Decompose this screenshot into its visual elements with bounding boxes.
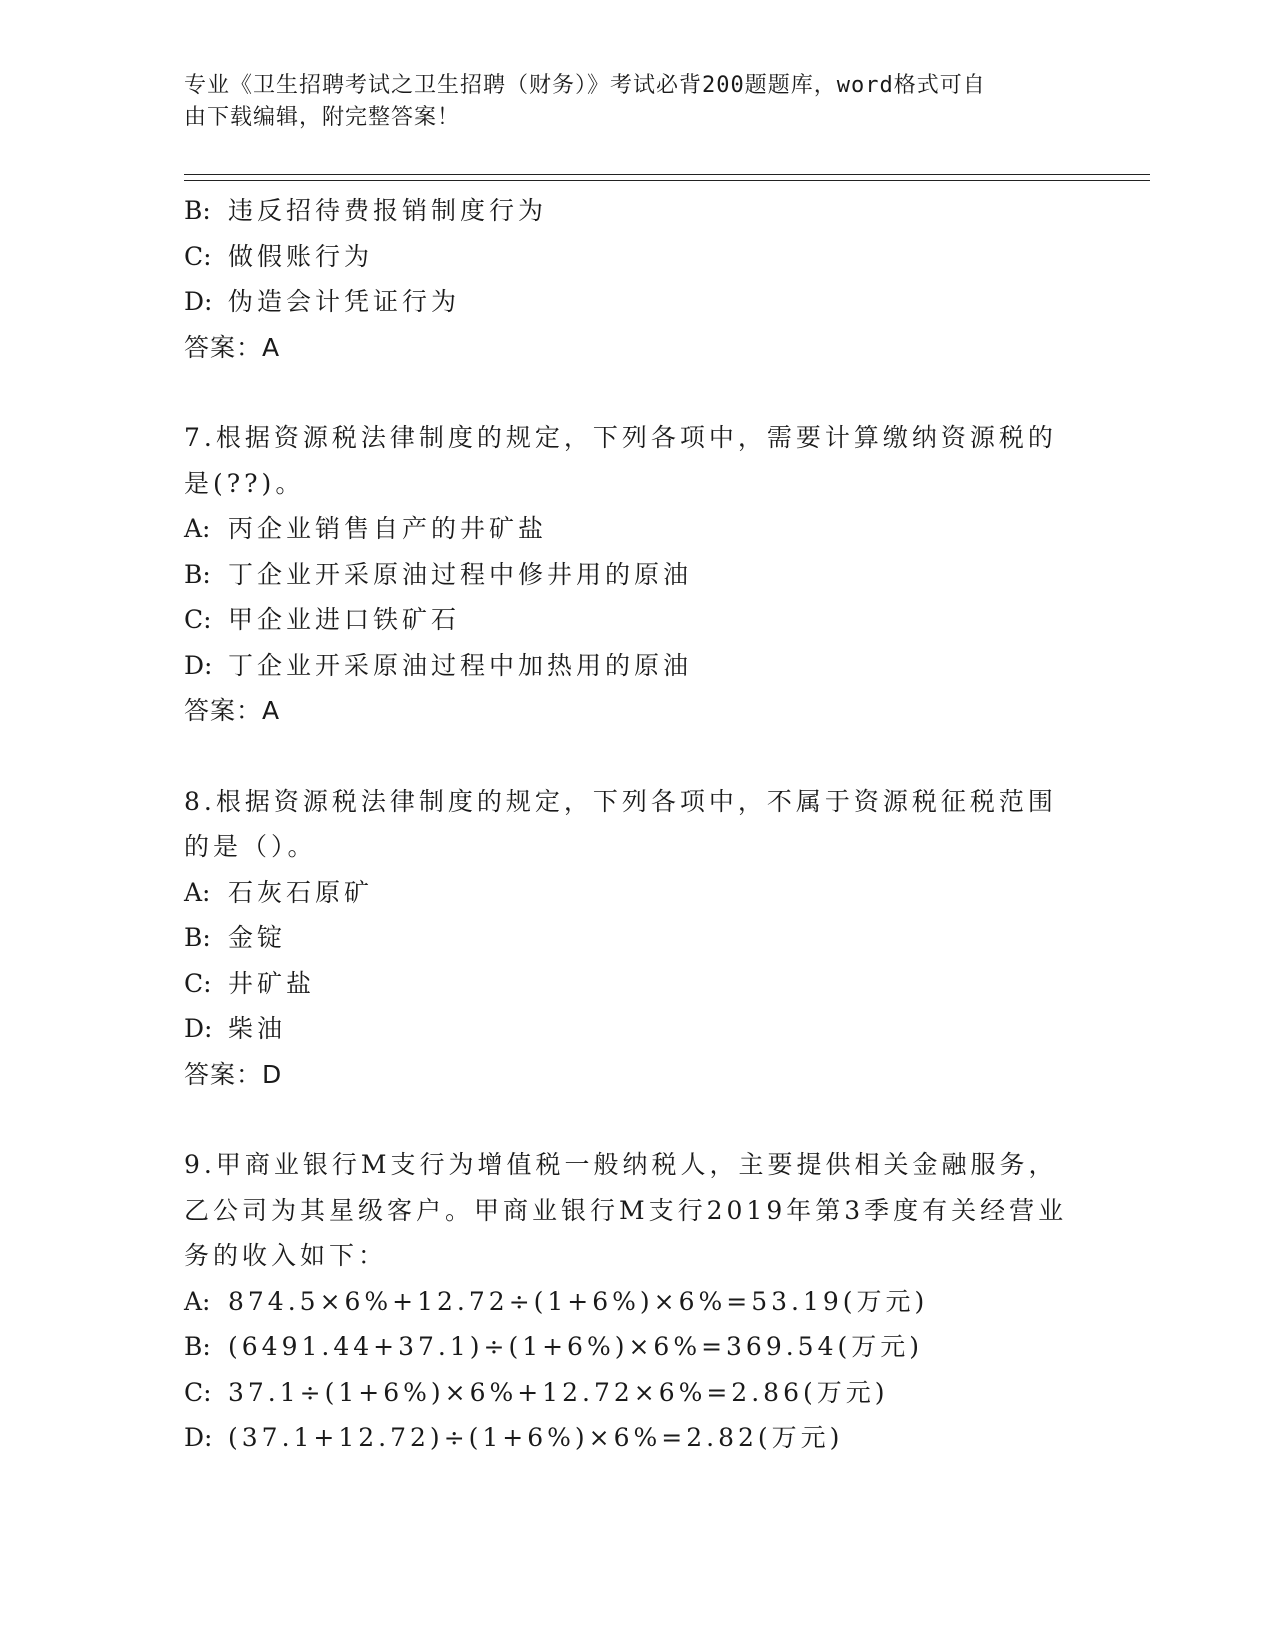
option-item [184,188,1064,234]
document-body [184,188,1068,1461]
option-item [184,643,1064,689]
option-item [184,552,1064,598]
answer-line: 答案：D [184,1059,283,1089]
option-text: (6491.44+37.1)÷(1+6%)×6%=369.54(万元) [228,1332,924,1361]
option-text: 柴油 [228,1014,287,1043]
option-item [184,1324,1064,1370]
option-text: 37.1÷(1+6%)×6%+12.72×6%=2.86(万元) [228,1377,889,1407]
question-stem-line: 乙公司为其星级客户。甲商业银行M支行2019年第3季度有关经营业 [184,1195,1068,1225]
option-key: C: [184,968,212,998]
option-key: D: [184,1423,213,1452]
option-text: 丁企业开采原油过程中加热用的原油 [228,650,693,680]
option-item [184,1415,1064,1461]
question-stem-line: 务的收入如下： [184,1241,388,1270]
option-text: 丁企业开采原油过程中修井用的原油 [228,559,693,589]
header-divider-bottom [184,180,1150,181]
spacer [184,1097,1064,1142]
spacer [184,734,1064,779]
question-stem-line: 是(??)。 [184,468,305,498]
question-stem-line: 9.甲商业银行M支行为增值税一般纳税人，主要提供相关金融服务， [184,1150,1058,1179]
option-key: C: [184,1377,212,1407]
spacer [184,370,1064,415]
option-text: (37.1+12.72)÷(1+6%)×6%=2.82(万元) [228,1423,844,1452]
option-item [184,234,1064,280]
option-text: 石灰石原矿 [228,877,374,907]
option-text: 874.5×6%+12.72÷(1+6%)×6%=53.19(万元) [228,1286,929,1316]
option-key: C: [184,605,212,634]
option-text: 违反招待费报销制度行为 [228,196,548,225]
option-key: B: [184,196,211,225]
option-key: A: [184,1286,211,1316]
document-header [184,70,1064,134]
option-key: D: [184,650,213,680]
question-block [184,415,1064,734]
question-block [184,779,1064,1098]
option-key: B: [184,559,211,589]
header-line-1: 专业《卫生招聘考试之卫生招聘（财务）》考试必背200题题库，word格式可自 [184,73,986,98]
option-key: A: [184,877,211,907]
header-divider-top [184,174,1150,175]
option-key: C: [184,241,212,271]
option-item [184,1006,1064,1052]
option-item [184,961,1064,1007]
option-text: 井矿盐 [228,968,316,998]
option-key: B: [184,1332,211,1361]
question-stem-line: 7.根据资源税法律制度的规定，下列各项中，需要计算缴纳资源税的 [184,423,1057,452]
question-stem-line: 的是（）。 [184,832,317,861]
question-block [184,1142,1068,1461]
answer-line: 答案：A [184,696,281,725]
option-item [184,1279,1064,1325]
option-item [184,870,1064,916]
option-key: D: [184,1014,213,1043]
header-line-2: 由下载编辑，附完整答案！ [184,105,461,130]
answer-line: 答案：A [184,332,281,362]
question-fragment [184,188,1064,370]
option-key: D: [184,287,213,316]
option-key: B: [184,923,211,952]
option-key: A: [184,514,211,543]
option-text: 金锭 [228,923,287,952]
question-stem-line: 8.根据资源税法律制度的规定，下列各项中，不属于资源税征税范围 [184,786,1057,816]
option-item [184,279,1064,325]
option-item [184,1370,1064,1416]
option-item [184,597,1064,643]
option-text: 做假账行为 [228,241,374,271]
option-text: 丙企业销售自产的井矿盐 [228,514,548,543]
option-item [184,915,1064,961]
option-text: 甲企业进口铁矿石 [228,605,461,634]
option-item [184,506,1064,552]
option-text: 伪造会计凭证行为 [228,287,461,316]
